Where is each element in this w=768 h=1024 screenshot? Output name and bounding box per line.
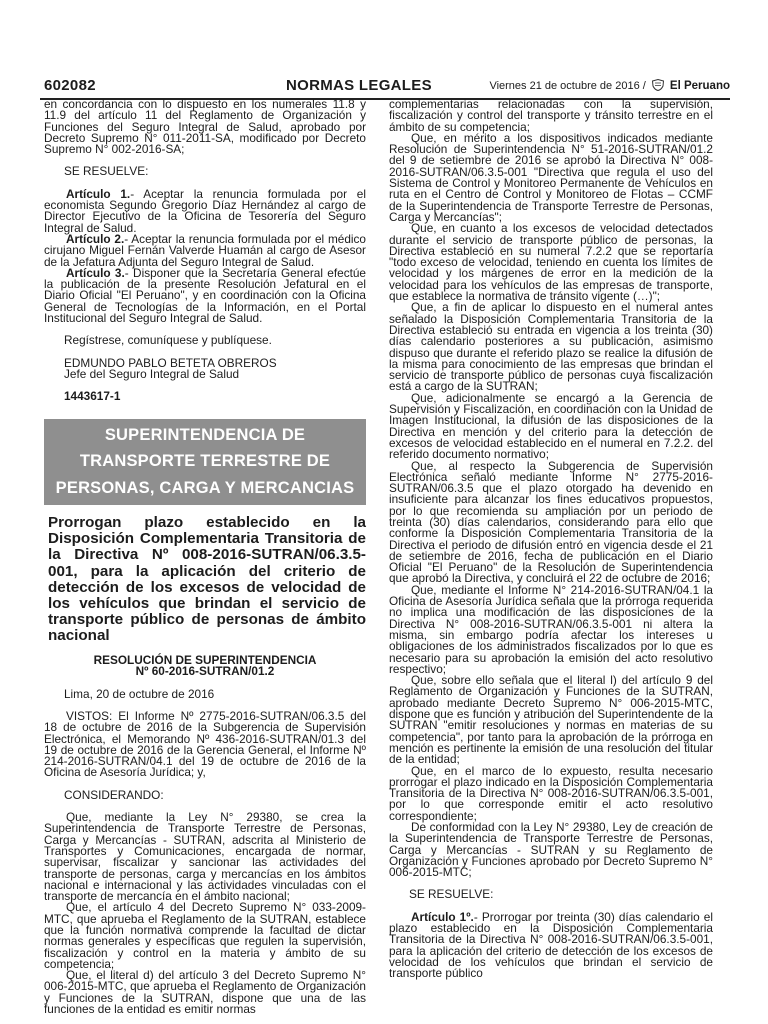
- document-heading: Prorrogan plazo establecido en la Disposición Complementaria Transitoria de la Directiva Nº 008-2016-SUTRAN/06.3.5-001, para la aplicación del criterio de detección de los excesos de velocidad de los vehículos que brindan el servicio de transporte público de personas de ámbito nacional: [48, 514, 366, 645]
- article-label: Artículo 1.: [66, 186, 131, 201]
- paragraph: en concordancia con lo dispuesto en los numerales 11.8 y 11.9 del artículo 11 del Reglamento de Organización y Funciones del Seguro Integral de Salud, aprobado por Decreto Supremo N° 011-2011-SA, modificado por Decreto Supremo N° 002-2016-SA;: [44, 97, 366, 157]
- section-title: NORMAS LEGALES: [286, 77, 432, 94]
- paragraph: Que, sobre ello señala que el literal l) del artículo 9 del Reglamento de Organización y Funciones de la SUTRAN, aprobado mediante Decreto Supremo N° 006-2015-MTC, dispone que es función y atribución del Superintendente de la SUTRAN "emitir resoluciones y normas en materias de su competencia", por tanto para la aprobación de la prórroga en mención es pertinente la emisión de una resolución del titular de la entidad;: [389, 673, 713, 767]
- paragraph: Que, a fin de aplicar lo dispuesto en el numeral antes señalado la Disposición Complementaria Transitoria de la Directiva estableció su entrada en vigencia a los treinta (30) días calendario posteriores a su publicación, asimismo dispuso que durante el referido plazo se realice la difusión de la misma para conocimiento de las empresas que brindan el servicio de transporte público de personas cuya fiscalización está a cargo de la SUTRAN;: [389, 300, 713, 394]
- left-column: [44, 99, 366, 1015]
- considerando-label: CONSIDERANDO:: [64, 787, 164, 802]
- coat-of-arms-icon: [651, 79, 665, 91]
- paragraph: Que, mediante el Informe N° 214-2016-SUTRAN/04.1 la Oficina de Asesoría Jurídica señala que la prórroga requerida no implica una modificación de las disposiciones de la Directiva N° 008-2016-SUTRAN/06.3.5-001 ni altera la misma, sin embargo podría afectar los intereses u obligaciones de los administrados fiscalizados por lo que es necesario para su aprobación la emisión del acto resolutivo respectivo;: [389, 582, 713, 676]
- closing-formula: Regístrese, comuníquese y publíquese.: [64, 333, 272, 348]
- issue-date: Viernes 21 de octubre de 2016 /: [489, 80, 646, 92]
- banner-line: SUPERINTENDENCIA DE: [104, 425, 306, 444]
- resolution-number: Nº 60-2016-SUTRAN/01.2: [135, 664, 275, 679]
- page-number: 602082: [44, 77, 96, 94]
- right-column: [389, 99, 713, 980]
- se-resuelve-label: SE RESUELVE:: [64, 164, 149, 179]
- institution-banner: [44, 419, 366, 506]
- banner-line: TRANSPORTE TERRESTRE DE: [79, 452, 331, 471]
- signer-name: EDMUNDO PABLO BETETA OBREROS: [64, 355, 277, 370]
- article-1: [44, 186, 366, 235]
- article-text: - Prorrogar por treinta (30) días calendario el plazo establecido en la Disposición Complementaria Transitoria de la Directiva N° 008-2016-SUTRAN/06.3.5-001, para la aplicación del criterio de detección de los excesos de velocidad de los vehículos que brindan el servicio de transporte público: [389, 909, 713, 981]
- article-3: [44, 265, 366, 326]
- article-2: [44, 231, 366, 269]
- paragraph: Que, al respecto la Subgerencia de Supervisión Electrónica señaló mediante Informe N° 2775-2016-SUTRAN/06.3.5 que el plazo otorgado ha devenido en insuficiente para alcanzar los fines educativos propuestos, por lo que recomienda su ampliación por un periodo de treinta (30) días calendarios, considerando para ello que conforme la Disposición Complementaria Transitoria de la Directiva el periodo de difusión entró en vigencia desde el 21 de setiembre de 2016, fecha de publicación en el Diario Oficial "El Peruano" de la Resolución de Superintendencia que aprobó la Directiva, y concluirá el 22 de octubre de 2016;: [389, 458, 713, 586]
- article-text: - Aceptar la renuncia formulada por el médico cirujano Miguel Fernán Valverde Huamán al cargo de Asesor de la Jefatura Adjunta del Seguro Integral de Salud.: [44, 231, 366, 269]
- article-label: Artículo 2.: [66, 231, 125, 246]
- article-label: Artículo 3.: [66, 265, 125, 280]
- paragraph: De conformidad con la Ley N° 29380, Ley de creación de la Superintendencia de Transporte Terrestre de Personas, Carga y Mercancías - SUTRAN y su Reglamento de Organización y Funciones aprobado por Decreto Supremo N° 006-2015-MTC;: [389, 820, 713, 880]
- article-text: - Disponer que la Secretaría General efectúe la publicación de la presente Resolución Jefatural en el Diario Oficial "El Peruano", y en coordinación con la Oficina General de Tecnologías de la Información, en el Portal Institucional del Seguro Integral de Salud.: [44, 265, 366, 326]
- se-resuelve-label: SE RESUELVE:: [409, 887, 494, 902]
- article-1: [389, 909, 713, 981]
- place-date: Lima, 20 de octubre de 2016: [64, 686, 215, 701]
- header-right: [489, 79, 730, 92]
- reference-code: 1443617-1: [64, 389, 121, 404]
- article-label: Artículo 1º.: [411, 909, 474, 924]
- paragraph: Que, el literal d) del artículo 3 del Decreto Supremo N° 006-2015-MTC, que aprueba el Reglamento de Organización y Funciones de la SUTRAN, dispone que una de las funciones de la entidad es emitir normas: [44, 968, 366, 1017]
- paragraph: Que, adicionalmente se encargó a la Gerencia de Supervisión y Fiscalización, en coordinación con la Unidad de Imagen Institucional, la difusión de las disposiciones de la Directiva en mención y del criterio para la detección de excesos de velocidad establecido en el numeral en 7.2.2. del referido documento normativo;: [389, 390, 713, 462]
- article-text: - Aceptar la renuncia formulada por el economista Segundo Gregorio Díaz Hernández al cargo de Director Ejecutivo de la Oficina de Tesorería del Seguro Integral de Salud.: [44, 186, 366, 235]
- banner-line: PERSONAS, CARGA Y MERCANCIAS: [55, 478, 355, 497]
- paragraph: complementarias relacionadas con la supervisión, fiscalización y control del transporte y tránsito terrestre en el ámbito de su competencia;: [389, 97, 713, 134]
- paragraph: Que, en el marco de lo expuesto, resulta necesario prorrogar el plazo indicado en la Disposición Complementaria Transitoria de la Directiva N° 008-2016-SUTRAN/06.3.5-001, por lo que corresponde emitir el acto resolutivo correspondiente;: [389, 763, 713, 823]
- resolution-title: [44, 652, 366, 679]
- paragraph: Que, mediante la Ley N° 29380, se crea la Superintendencia de Transporte Terrestre de Personas, Carga y Mercancías - SUTRAN, adscrita al Ministerio de Transportes y Comunicaciones, encargada de normar, supervisar, fiscalizar y sancionar las actividades del transporte de personas, carga y mercancías en los ámbitos nacional e internacional y las actividades vinculadas con el transporte de mercancía en el ámbito nacional;: [44, 810, 366, 904]
- resolution-title-line: RESOLUCIÓN DE SUPERINTENDENCIA: [93, 652, 317, 667]
- paragraph: Que, el artículo 4 del Decreto Supremo N° 033-2009-MTC, que aprueba el Reglamento de la SUTRAN, establece que la función normativa comprende la facultad de dictar normas generales y específicas que regulen la supervisión, fiscalización y control en la materia y ámbito de su competencia;: [44, 900, 366, 971]
- paragraph: Que, en cuanto a los excesos de velocidad detectados durante el servicio de transporte público de personas, la Directiva estableció en su numeral 7.2.2 que se reportaría "todo exceso de velocidad, teniendo en cuenta los límites de velocidad y los márgenes de error en la medición de la velocidad para los vehículos de las empresas de transporte, que establece la normativa de tránsito vigente (…)";: [389, 221, 713, 304]
- vistos-paragraph: VISTOS: El Informe Nº 2775-2016-SUTRAN/06.3.5 del 18 de octubre de 2016 de la Subgerencia de Supervisión Electrónica, el Memorando Nº 436-2016-SUTRAN/01.3 del 19 de octubre de 2016 de la Gerencia General, el Informe Nº 214-2016-SUTRAN/04.1 del 19 de octubre de 2016 de la Oficina de Asesoría Jurídica; y,: [44, 708, 366, 780]
- paragraph: Que, en mérito a los dispositivos indicados mediante Resolución de Superintendencia N° 51-2016-SUTRAN/01.2 del 9 de setiembre de 2016 se aprobó la Directiva N° 008-2016-SUTRAN/06.3.5-001 "Directiva que regula el uso del Sistema de Control y Monitoreo Permanente de Vehículos en ruta en el Centro de Control y Monitoreo de Flotas – CCMF de la Superintendencia de Transporte Terrestre de Personas, Carga y Mercancías";: [389, 130, 713, 224]
- signer-title: Jefe del Seguro Integral de Salud: [64, 366, 240, 381]
- newspaper-name: El Peruano: [669, 80, 730, 92]
